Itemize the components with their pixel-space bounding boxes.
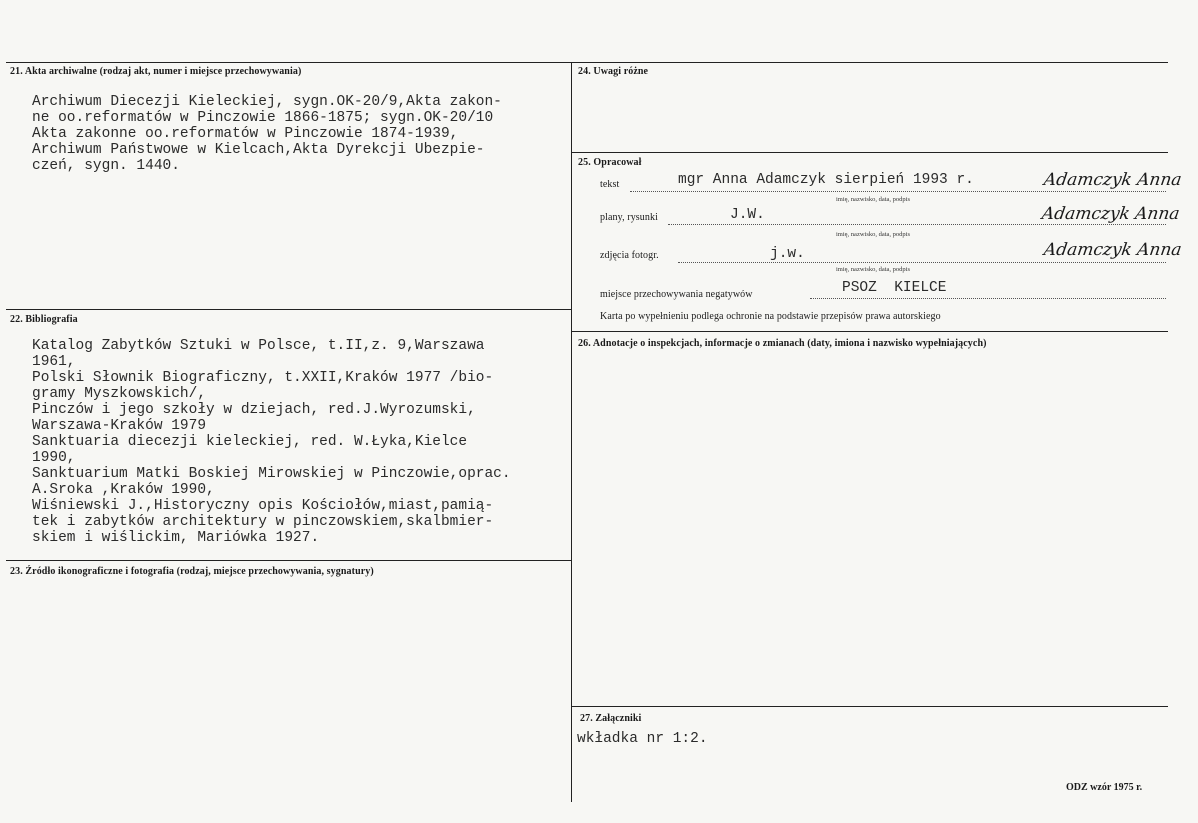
- rule-26-27: [571, 706, 1168, 707]
- field-caption: imię, nazwisko, data, podpis: [836, 231, 911, 238]
- photos-row-value: j.w.: [770, 246, 805, 262]
- bibliography-line: Wiśniewski J.,Historyczny opis Kościołów,miast,pamią-: [32, 498, 494, 514]
- bibliography-line: 1961,: [32, 354, 76, 370]
- rule-22-23: [6, 560, 571, 561]
- rule-25-26: [571, 331, 1168, 332]
- text-line: ne oo.reformatów w Pinczowie 1866-1875; sygn.OK-20/10: [32, 110, 494, 126]
- rule-21-22: [6, 309, 571, 310]
- section-22-text: [32, 338, 511, 546]
- bibliography-line: Polski Słownik Biograficzny, t.XXII,Kraków 1977 /bio-: [32, 370, 494, 386]
- section-21-label: 21. Akta archiwalne (rodzaj akt, numer i miejsce przechowywania): [10, 66, 302, 77]
- bibliography-line: Sanktuarium Matki Boskiej Mirowskiej w Pinczowie,oprac.: [32, 466, 511, 482]
- storage-label: miejsce przechowywania negatywów: [600, 289, 753, 300]
- section-23-label: 23. Źródło ikonograficzne i fotografia (rodzaj, miejsce przechowywania, sygnatury): [10, 566, 374, 577]
- bibliography-line: Sanktuaria diecezji kieleckiej, red. W.Łyka,Kielce: [32, 434, 468, 450]
- text-row-value: mgr Anna Adamczyk sierpień 1993 r.: [678, 172, 974, 188]
- attachments-value: wkładka nr 1:2.: [577, 731, 708, 747]
- field-caption: imię, nazwisko, data, podpis: [836, 196, 911, 203]
- bibliography-line: Katalog Zabytków Sztuki w Polsce, t.II,z. 9,Warszawa: [32, 338, 485, 354]
- text-line: Akta zakonne oo.reformatów w Pinczowie 1874-1939,: [32, 126, 459, 142]
- storage-line: [810, 298, 1166, 299]
- section-24-label: 24. Uwagi różne: [578, 66, 649, 77]
- field-caption: imię, nazwisko, data, podpis: [836, 266, 911, 273]
- rule-24-25: [571, 152, 1168, 153]
- text-row-line: [630, 191, 1166, 192]
- bibliography-line: Warszawa-Kraków 1979: [32, 418, 207, 434]
- bibliography-line: tek i zabytków architektury w pinczowskiem,skalbmier-: [32, 514, 494, 530]
- photos-row-line: [678, 262, 1166, 263]
- storage-value: PSOZ KIELCE: [842, 280, 947, 296]
- text-line: Archiwum Państwowe w Kielcach,Akta Dyrekcji Ubezpie-: [32, 142, 485, 158]
- bibliography-line: skiem i wiślickim, Mariówka 1927.: [32, 530, 320, 546]
- plans-row-line: [668, 224, 1166, 225]
- bibliography-line: gramy Myszkowskich/,: [32, 386, 207, 402]
- plans-row-label: plany, rysunki: [600, 212, 658, 223]
- photos-row-label: zdjęcia fotogr.: [600, 250, 659, 261]
- top-rule: [6, 62, 1168, 63]
- form-id: ODZ wzór 1975 r.: [1066, 782, 1143, 793]
- text-row-label: tekst: [600, 179, 620, 190]
- text-line: czeń, sygn. 1440.: [32, 158, 180, 174]
- signature: Adamczyk Anna: [1040, 204, 1181, 224]
- signature: Adamczyk Anna: [1042, 240, 1183, 260]
- bibliography-line: A.Sroka ,Kraków 1990,: [32, 482, 215, 498]
- section-21-text: [32, 94, 502, 174]
- section-26-label: 26. Adnotacje o inspekcjach, informacje o zmianach (daty, imiona i nazwisko wypełniających): [578, 338, 987, 349]
- plans-row-value: J.W.: [730, 207, 765, 223]
- bibliography-line: Pinczów i jego szkoły w dziejach, red.J.Wyrozumski,: [32, 402, 476, 418]
- signature: Adamczyk Anna: [1042, 170, 1183, 190]
- center-divider: [571, 62, 572, 802]
- text-line: Archiwum Diecezji Kieleckiej, sygn.OK-20/9,Akta zakon-: [32, 94, 502, 110]
- copyright-note: Karta po wypełnieniu podlega ochronie na podstawie przepisów prawa autorskiego: [600, 311, 941, 322]
- bibliography-line: 1990,: [32, 450, 76, 466]
- section-27-label: 27. Załączniki: [580, 713, 642, 724]
- section-25-label: 25. Opracował: [578, 157, 642, 168]
- section-22-label: 22. Bibliografia: [10, 314, 78, 325]
